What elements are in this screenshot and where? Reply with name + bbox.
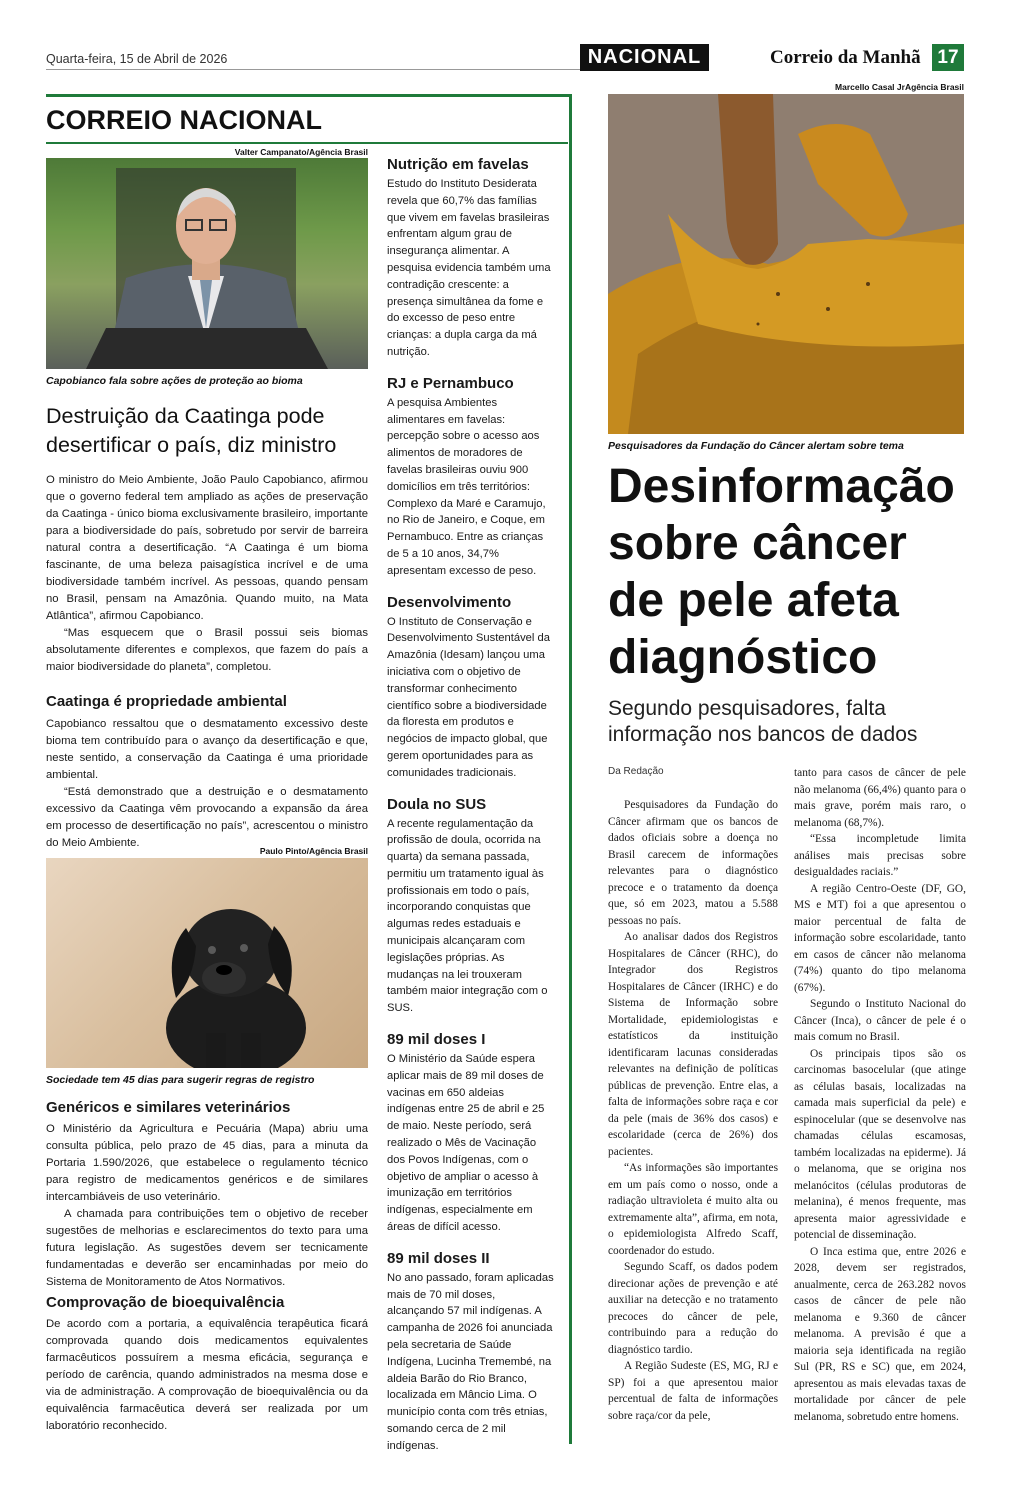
left-body-4 xyxy=(46,1316,368,1435)
byline: Da Redação xyxy=(608,766,664,777)
left-sub2-para-2: A chamada para contribuições tem o objetivo de receber sugestões de melhorias e esclarecimentos do texto para uma futura legislação. As sugestões devem ser tecnicamente fundamentadas e deverão ser encaminhadas por meio do Sistema de Monitoramento de Atos Normativos. xyxy=(46,1208,368,1288)
brief-title: Nutrição em favelas xyxy=(387,156,529,173)
left-sub3-para-1: De acordo com a portaria, a equivalência terapêutica ficará comprovada quando dois medicamentos equivalentes farmacêuticos possuírem a mesma eficácia, segurança e período de carência, quando administrados na mesma dose e via de administração. A comprovação de bioequivalência ou da equivalência farmacêutica deverá ser realizada por um laboratório reconhecido. xyxy=(46,1318,368,1432)
brief-title: 89 mil doses II xyxy=(387,1249,490,1267)
article-para: A região Centro-Oeste (DF, GO, MS e MT) foi a que apresentou o maior percentual de falta de informação sobre escolaridade, tanto em casos de câncer não melanoma (74%) quanto do tipo melanoma (67%). xyxy=(794,882,966,994)
left-para-1: O ministro do Meio Ambiente, João Paulo Capobianco, afirmou que o governo federal tem ampliado as ações de preservação da Caatinga - único bioma exclusivamente brasileiro, importante para a biodiversidade do país, sobretudo por servir de barreira natural contra a desertificação. “A Caatinga é um bioma fascinante, de uma beleza paisagística incrível e de uma biodiversidade também incrível. As pessoas, quando pensam no Brasil, pensam na Amazônia. Quando muito, na Mata Atlântica”, afirmou Capobianco. xyxy=(46,474,368,622)
brief-doses-1 xyxy=(387,1031,555,1236)
brief-doses-2 xyxy=(387,1250,555,1455)
brief-text: O Ministério da Saúde espera aplicar mais de 89 mil doses de vacinas em 650 aldeias indígenas entre 25 de abril e 25 de maio. Neste período, será realizado o Mês de Vacinação dos Povos Indígenas, com o objetivo de ampliar o acesso à imunização em territórios indígenas, especialmente em áreas de difícil acesso. xyxy=(387,1053,545,1234)
brief-nutricao xyxy=(387,156,555,361)
header-rule xyxy=(46,69,580,70)
brief-text: O Instituto de Conservação e Desenvolvimento Sustentável da Amazônia (Idesam) lançou uma iniciativa com o objetivo de transformar conhecimento científico sobre a biodiversidade da floresta em produtos e negócios de impacto global, que gerem oportunidades para as comunidades tradicionais. xyxy=(387,615,550,779)
section-label: NACIONAL xyxy=(580,44,709,71)
brief-desenvolvimento xyxy=(387,594,555,782)
left-subhead-3: Comprovação de bioequivalência xyxy=(46,1294,285,1311)
page-number: 17 xyxy=(932,44,964,71)
column-title: CORREIO NACIONAL xyxy=(46,105,322,135)
article-para: A Região Sudeste (ES, MG, RJ e SP) foi a que apresentou maior percentual de falta de informações sobre raça/cor da pele, xyxy=(608,1360,778,1422)
article-col-1 xyxy=(608,797,778,1424)
brief-title: 89 mil doses I xyxy=(387,1031,486,1049)
puppy-photo xyxy=(46,858,368,1068)
middle-column xyxy=(387,156,555,1469)
photo2-caption: Sociedade tem 45 dias para sugerir regras de registro xyxy=(46,1074,315,1086)
left-sub1-para-2: “Está demonstrado que a destruição e o desmatamento excessivo da Caatinga vêm provocando a expansão da área em processo de desertificação no país”, acrescentou o ministro do Meio Ambiente. xyxy=(46,786,368,849)
brief-text: No ano passado, foram aplicadas mais de 70 mil doses, alcançando 57 mil indígenas. A campanha de 2026 foi anunciada pela secretaria de Saúde Indígena, Lucinha Tremembé, na aldeia Barão do Rio Branco, localizada em Mâncio Lima. O município conta com três etnias, somando cerca de 2 mil indígenas. xyxy=(387,1271,554,1452)
photo2-credit: Paulo Pinto/Agência Brasil xyxy=(259,846,368,856)
puppy-illustration xyxy=(46,858,368,1068)
main-subhead: Segundo pesquisadores, falta informação nos bancos de dados xyxy=(608,697,918,746)
left-body-3 xyxy=(46,1121,368,1291)
brand-logo: Correio da Manhã xyxy=(770,47,921,68)
hand-skin-photo xyxy=(608,94,964,434)
article-para: Ao analisar dados dos Registros Hospitalares de Câncer (RHC), do Integrador dos Registros Hospitalares de Câncer (IRHC) e do Sistema de Informação sobre Mortalidade, epidemiologistas e estatísticos da instituição identificaram lacunas consideradas relevantes na definição de políticas públicas de prevenção. Entre elas, a falta de informações sobre raça e cor da pele (mais de 36% dos casos) e escolaridade (cerca de 26%) dos pacientes. xyxy=(608,931,778,1158)
photo1-caption: Capobianco fala sobre ações de proteção ao bioma xyxy=(46,375,303,387)
main-headline: Desinformação sobre câncer de pele afeta diagnóstico xyxy=(608,460,955,684)
brief-title: RJ e Pernambuco xyxy=(387,374,514,392)
article-col-2 xyxy=(794,765,966,1425)
left-para-2: “Mas esquecem que o Brasil possui seis biomas absolutamente diferentes e complexos, que fazem do país a maior biodiversidade do planeta”, completou. xyxy=(46,627,368,673)
photo3-caption: Pesquisadores da Fundação do Câncer alertam sobre tema xyxy=(608,440,904,452)
left-headline: Destruição da Caatinga pode desertificar o país, diz ministro xyxy=(46,404,337,457)
article-para: Segundo o Instituto Nacional do Câncer (Inca), o câncer de pele é o mais comum no Brasil. xyxy=(794,998,966,1043)
green-frame-right xyxy=(569,94,572,1444)
article-para: Pesquisadores da Fundação do Câncer afirmam que os bancos de dados oficiais sobre a doença no Brasil carecem de informações relevantes para o diagnóstico precoce e o tratamento da doença que, só em 2023, matou a 5.588 pessoas no país. xyxy=(608,799,778,927)
article-para: Os principais tipos são os carcinomas basocelular (que atinge as células basais, localizadas na camada mais superficial da pele) e espinocelular (que se desenvolve nas chamadas células escamosas, também localizadas na epiderme). Já o melanoma, que se origina nos melanócitos (células produtoras de melanina), é menos frequente, mas apresenta maior agressividade e potencial de disseminação. xyxy=(794,1047,966,1241)
header-date: Quarta-feira, 15 de Abril de 2026 xyxy=(46,52,228,66)
article-para: “Essa incompletude limita análises mais precisas sobre desigualdades raciais.” xyxy=(794,833,966,878)
left-sub1-para-1: Capobianco ressaltou que o desmatamento excessivo deste bioma tem contribuído para o avanço da desertificação e que, neste sentido, a conservação da Caatinga é uma prioridade ambiental. xyxy=(46,718,368,781)
article-para: O Inca estima que, entre 2026 e 2028, devem ser registrados, anualmente, cerca de 263.282 novos casos de câncer de pele não melanoma e 9.360 de câncer melanoma. A previsão é que a maioria seja identificada na região Sul (PR, RS e SC) que, em 2024, apresentou as mais elevadas taxas de mortalidade por câncer de pele melanoma, sobretudo entre homens. xyxy=(794,1245,966,1423)
green-frame-top xyxy=(46,94,572,97)
photo1-credit: Valter Campanato/Agência Brasil xyxy=(234,147,368,157)
brief-text: A pesquisa Ambientes alimentares em favelas: percepção sobre o acesso aos alimentos de moradores de favelas brasileiras ouviu 900 domicílios em três territórios: Complexo da Maré e Caramujo, no Rio de Janeiro, e Coque, em Pernambuco. Entre as crianças de 5 a 10 anos, 34,7% apresentam excesso de peso. xyxy=(387,396,546,577)
photo3-credit: Marcello Casal JrAgência Brasil xyxy=(835,82,964,92)
brief-title: Doula no SUS xyxy=(387,795,487,813)
man-portrait-illustration xyxy=(46,158,368,369)
brief-text: Estudo do Instituto Desiderata revela que 60,7% das famílias que vivem em favelas brasileiras enfrentam algum grau de insegurança alimentar. A pesquisa evidencia também uma contradição crescente: a presença simultânea da fome e do excesso de peso entre crianças: a dupla carga da má nutrição. xyxy=(387,178,551,358)
left-subhead-1: Caatinga é propriedade ambiental xyxy=(46,693,287,710)
left-body-1 xyxy=(46,472,368,676)
brief-doula xyxy=(387,796,555,1018)
brief-text: A recente regulamentação da profissão de doula, ocorrida na quarta) da semana passada, permitiu um tratamento igual às profissionais em todo o país, incorporando conquistas que algumas redes estaduais e municipais alcançaram com legislações próprias. As mudanças na lei trouxeram também maior integração com o SUS. xyxy=(387,817,548,1015)
left-body-2 xyxy=(46,716,368,852)
brief-title: Desenvolvimento xyxy=(387,593,512,611)
left-sub2-para-1: O Ministério da Agricultura e Pecuária (Mapa) abriu uma consulta pública, pelo prazo de 45 dias, para a minuta da Portaria 1.590/2026, que estabelece o regulamento técnico para registro de medicamentos genéricos e de similares intercambiáveis de uso veterinário. xyxy=(46,1123,368,1203)
article-para: “As informações são importantes em um país como o nosso, onde a radiação ultravioleta é muito alta ou extremamente alta”, afirma, em nota, o epidemiologista Alfredo Scaff, coordenador do estudo. xyxy=(608,1162,778,1257)
article-para: Segundo Scaff, os dados podem direcionar ações de prevenção e até auxiliar na detecção e no tratamento precoces do câncer de pele, contribuindo para a redução do diagnóstico tardio. xyxy=(608,1261,778,1356)
article-para: tanto para casos de câncer de pele não melanoma (66,4%) quanto para o mais grave, porém mais raro, o melanoma (68,7%). xyxy=(794,767,966,829)
column-title-rule xyxy=(46,142,568,144)
man-portrait-photo xyxy=(46,158,368,369)
hand-illustration xyxy=(608,94,964,434)
left-subhead-2: Genéricos e similares veterinários xyxy=(46,1099,291,1116)
brief-rj-pernambuco xyxy=(387,375,555,580)
